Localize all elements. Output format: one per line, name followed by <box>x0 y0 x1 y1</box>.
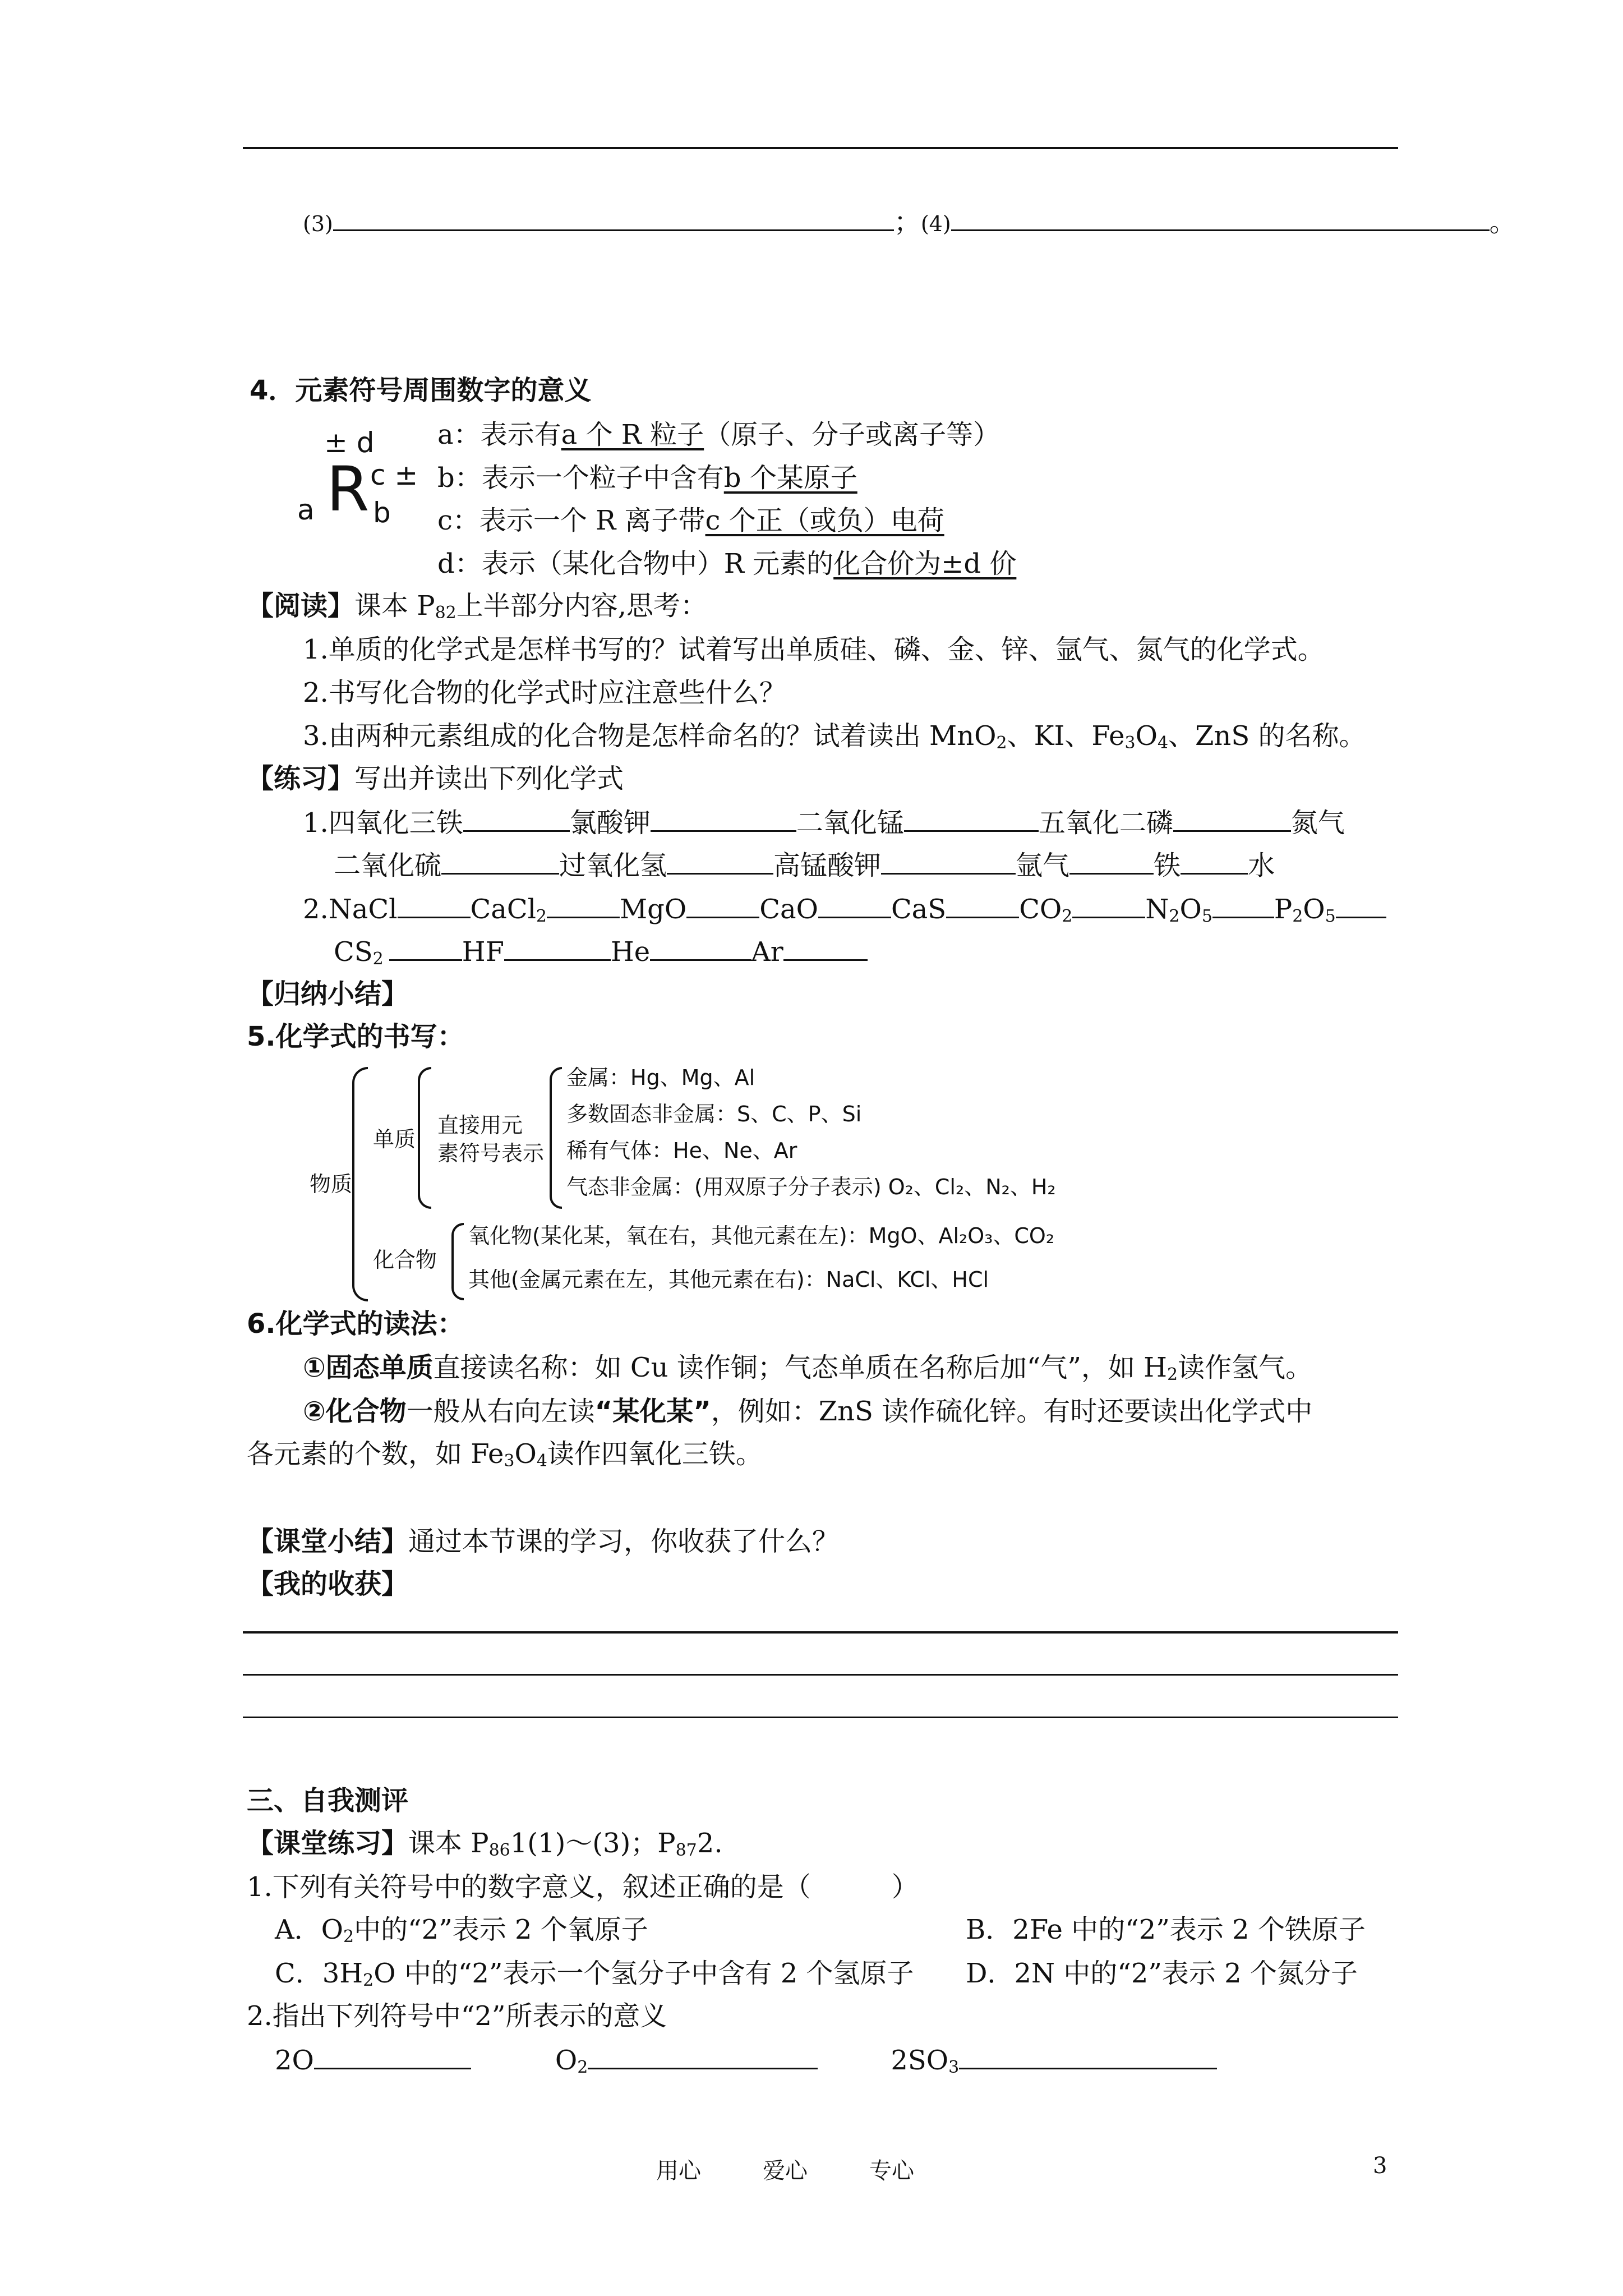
reading-line <box>247 589 707 623</box>
answer-blank[interactable] <box>1173 806 1291 832</box>
answer-blank[interactable] <box>881 848 1016 875</box>
option-a[interactable] <box>275 1913 648 1947</box>
sub: 2 <box>577 2058 588 2077</box>
formula-item: CaO <box>759 894 818 925</box>
gains-line-1[interactable] <box>243 1631 1398 1634</box>
formula-2O: 2O <box>275 2045 314 2076</box>
reading-q3-c: O <box>1135 720 1158 752</box>
footer-motto-1: 用心 <box>656 2158 701 2184</box>
option-a-text: A．O <box>275 1914 344 1945</box>
blank-label-3: (3) <box>303 211 333 236</box>
reading-rule-2-cont-text-2: O <box>514 1438 537 1470</box>
question-2: 2.指出下列符号中“2”所表示的意义 <box>247 2000 667 2032</box>
symbol-b: b <box>373 496 391 529</box>
formula-item: O <box>1179 894 1202 925</box>
meaning-c <box>437 504 944 537</box>
reading-rule-2-text: 一般从右向左读 <box>406 1396 595 1427</box>
meaning-a-prefix: a：表示有 <box>437 419 561 450</box>
meaning-b <box>437 461 857 495</box>
meaning-d-key: 化合价为±d 价 <box>833 548 1017 579</box>
answer-blank[interactable] <box>398 892 471 918</box>
practice-item: 水 <box>1248 850 1275 881</box>
footer-motto-2: 爱心 <box>763 2158 808 2184</box>
sub: 2 <box>343 1927 354 1947</box>
option-c-text-2: O 中的“2”表示一个氢分子中含有 2 个氢原子 <box>374 1958 914 1989</box>
practice-tag: 【练习】 <box>247 763 355 794</box>
reading-page-sub: 82 <box>435 603 457 623</box>
blank-label-4: (4) <box>920 211 951 236</box>
answer-blank[interactable] <box>1069 848 1154 875</box>
option-a-text-2: 中的“2”表示 2 个氧原子 <box>354 1914 648 1945</box>
gas-nonmetal-item: 气态非金属：(用双原子分子表示) O₂、Cl₂、N₂、H₂ <box>566 1175 1056 1199</box>
formula-item: CO <box>1019 894 1062 925</box>
practice-row-3 <box>303 892 1386 926</box>
practice-row-2 <box>334 848 1275 882</box>
class-summary-tag: 【课堂小结】 <box>247 1526 409 1557</box>
reading-rule-2-key-2: “某化某” <box>594 1396 711 1427</box>
practice-item: 二氧化锰 <box>796 807 904 839</box>
answer-blank[interactable] <box>783 935 868 961</box>
answer-blank[interactable] <box>588 2043 818 2069</box>
meaning-b-prefix: b：表示一个粒子中含有 <box>437 462 724 494</box>
sub: 2 <box>1169 907 1180 926</box>
reading-rule-1-text: 直接读名称：如 Cu 读作铜；气态单质在名称后加“气”，如 H <box>433 1352 1168 1383</box>
solid-nonmetal-item: 多数固态非金属：S、C、P、Si <box>566 1102 862 1126</box>
footer-motto <box>656 2153 914 2185</box>
other-compound-item: 其他(金属元素在左，其他元素在右)：NaCl、KCl、HCl <box>468 1267 989 1292</box>
class-exercise-tag: 【课堂练习】 <box>247 1828 409 1859</box>
sub: 4 <box>536 1451 547 1471</box>
meaning-c-key: c 个正（或负）电荷 <box>705 505 944 536</box>
meaning-d <box>437 547 1016 581</box>
formula-item: Ar <box>751 936 783 968</box>
formula-item: CaS <box>891 894 947 925</box>
formula-item: HF <box>462 936 504 968</box>
practice-text: 写出并读出下列化学式 <box>354 763 624 794</box>
meaning-a-suffix: （原子、分子或离子等） <box>704 419 1000 450</box>
page-number: 3 <box>1373 2153 1387 2179</box>
sub: 2 <box>996 733 1007 753</box>
reading-rule-2-text-2: ，例如：ZnS 读作硫化锌。有时还要读出化学式中 <box>711 1396 1313 1427</box>
answer-blank[interactable] <box>651 806 796 832</box>
answer-blank[interactable] <box>1072 892 1145 918</box>
reading-rule-2-cont <box>247 1437 763 1471</box>
practice-item: 五氧化二磷 <box>1038 807 1173 839</box>
practice-item: 氩气 <box>1016 850 1070 881</box>
formula-O2: O <box>555 2045 578 2076</box>
section-6-heading: 6.化学式的读法： <box>247 1308 464 1340</box>
symbol-a: a <box>297 494 315 526</box>
reading-q1: 1.单质的化学式是怎样书写的？试着写出单质硅、磷、金、锌、氩气、氮气的化学式。 <box>303 634 1325 665</box>
option-c-text: C．3H <box>275 1958 363 1989</box>
answer-blank[interactable] <box>1212 892 1274 918</box>
answer-blank[interactable] <box>946 892 1019 918</box>
sub: 2 <box>536 907 547 926</box>
answer-blank[interactable] <box>818 892 891 918</box>
section-4-heading: 4．元素符号周围数字的意义 <box>250 375 592 406</box>
formula-item: N <box>1145 894 1169 925</box>
diagram-root-label: 物质 <box>310 1172 353 1197</box>
metal-item: 金属：Hg、Mg、Al <box>566 1065 755 1090</box>
reading-rule-2-cont-text: 各元素的个数，如 Fe <box>247 1438 504 1470</box>
class-exercise-text: 课本 P <box>408 1828 489 1859</box>
class-exercise-text-3: 2. <box>697 1828 723 1859</box>
practice-item: 过氧化氢 <box>559 850 667 881</box>
reading-q3-a: 3.由两种元素组成的化合物是怎样命名的？试着读出 MnO <box>303 720 997 752</box>
meaning-d-prefix: d：表示（某化合物中）R 元素的 <box>437 548 834 579</box>
formula-item: He <box>610 936 651 968</box>
period: 。 <box>1489 206 1516 238</box>
answer-blank[interactable] <box>463 806 570 832</box>
practice-item: 1.四氧化三铁 <box>303 807 463 839</box>
summary-tag: 【归纳小结】 <box>247 978 409 1010</box>
direct-label-1: 直接用元 <box>437 1113 523 1138</box>
sub: 4 <box>1157 733 1169 753</box>
reading-tag: 【阅读】 <box>247 590 355 622</box>
formula-writing-diagram <box>303 1055 1116 1313</box>
sub: 5 <box>1201 907 1212 926</box>
answer-blank[interactable] <box>959 2043 1217 2069</box>
reading-q3-d: 、ZnS 的名称。 <box>1168 720 1366 752</box>
meaning-a-key: a 个 R 粒子 <box>561 419 704 450</box>
footer-motto-3: 专心 <box>869 2158 914 2184</box>
answer-blank-3[interactable] <box>333 205 894 231</box>
class-exercise-text-2: 1(1)～(3)；P <box>510 1828 676 1859</box>
root-brace <box>352 1067 368 1301</box>
practice-item: 铁 <box>1154 850 1181 881</box>
symbol-c: c ± <box>370 459 418 491</box>
sub: 86 <box>488 1841 510 1860</box>
sub: 2 <box>1062 907 1073 926</box>
direct-label-2: 素符号表示 <box>437 1141 545 1166</box>
sub: 2 <box>372 949 384 969</box>
sub: 2 <box>1167 1365 1178 1384</box>
option-b[interactable]: B．2Fe 中的“2”表示 2 个铁原子 <box>966 1914 1366 1945</box>
answer-blank-4[interactable] <box>951 205 1490 231</box>
sub: 2 <box>363 1971 374 1990</box>
compound-brace <box>451 1223 464 1300</box>
formula-item: CaCl <box>470 894 536 925</box>
class-exercise <box>247 1826 723 1860</box>
answer-blank[interactable] <box>441 848 559 875</box>
header-rule <box>243 147 1398 149</box>
formula-item: O <box>1303 894 1325 925</box>
sub: 3 <box>504 1451 515 1471</box>
section-3-heading: 三、自我测评 <box>247 1785 409 1816</box>
option-d[interactable]: D．2N 中的“2”表示 2 个氮分子 <box>966 1958 1358 1989</box>
gains-line-3[interactable] <box>243 1717 1398 1718</box>
practice-item: 氮气 <box>1290 807 1345 839</box>
reading-q3 <box>303 719 1366 753</box>
practice-row-4 <box>334 935 868 969</box>
meaning-b-key: b 个某原子 <box>723 462 857 494</box>
reading-rule-1-text-2: 读作氢气。 <box>1178 1352 1313 1383</box>
top-blank-line <box>303 205 1516 241</box>
class-summary-text: 通过本节课的学习，你收获了什么？ <box>408 1526 840 1557</box>
answer-blank[interactable] <box>667 848 773 875</box>
practice-item: 二氧化硫 <box>334 850 442 881</box>
option-c[interactable] <box>275 1957 914 1990</box>
reading-rule-1 <box>303 1351 1312 1384</box>
sub: 2 <box>1292 907 1303 926</box>
class-summary <box>247 1525 839 1558</box>
sub: 87 <box>675 1841 697 1860</box>
elemental-label: 单质 <box>373 1127 416 1152</box>
reading-text: 课本 P <box>354 590 435 622</box>
answer-blank[interactable] <box>314 2043 471 2069</box>
answer-blank[interactable] <box>547 892 620 918</box>
sub: 3 <box>1124 733 1136 753</box>
answer-blank[interactable] <box>504 935 611 961</box>
answer-blank[interactable] <box>686 892 759 918</box>
reading-q3-b: 、KI、Fe <box>1007 720 1125 752</box>
meaning-c-prefix: c：表示一个 R 离子带 <box>437 505 706 536</box>
elemental-brace <box>418 1067 431 1209</box>
symbol-d: ± d <box>324 426 375 459</box>
formula-2SO3: 2SO <box>891 2045 949 2076</box>
answer-blank[interactable] <box>1181 848 1248 875</box>
reading-rule-2-key: ②化合物 <box>303 1396 407 1427</box>
sub: 5 <box>1325 907 1336 926</box>
gains-tag: 【我的收获】 <box>247 1568 409 1600</box>
formula-item: MgO <box>620 894 687 925</box>
gains-line-2[interactable] <box>243 1674 1398 1676</box>
question-1: 1.下列有关符号中的数字意义，叙述正确的是（ ） <box>247 1871 919 1903</box>
formula-item: 2.NaCl <box>303 894 398 925</box>
oxide-item: 氧化物(某化某，氧在右，其他元素在左)：MgO、Al₂O₃、CO₂ <box>468 1223 1055 1248</box>
formula-item: CS <box>334 936 373 968</box>
separator: ； <box>893 206 921 238</box>
practice-row-1 <box>303 806 1345 840</box>
answer-blank[interactable] <box>389 935 462 961</box>
reading-rule-2 <box>303 1395 1312 1428</box>
reading-rule-1-key: ①固态单质 <box>303 1352 434 1383</box>
answer-blank[interactable] <box>650 935 751 961</box>
symbol-R: R <box>326 453 370 525</box>
sub: 3 <box>948 2058 960 2077</box>
noble-gas-item: 稀有气体：He、Ne、Ar <box>566 1138 797 1163</box>
direct-brace <box>550 1067 562 1209</box>
practice-line <box>247 762 624 795</box>
practice-item: 氯酸钾 <box>569 807 651 839</box>
element-symbol-notation <box>292 426 426 539</box>
reading-q2: 2.书写化合物的化学式时应注意些什么？ <box>303 677 786 708</box>
practice-item: 高锰酸钾 <box>773 850 882 881</box>
answer-blank[interactable] <box>1336 892 1386 918</box>
answer-blank[interactable] <box>904 806 1039 832</box>
compound-label: 化合物 <box>373 1248 437 1272</box>
meaning-a <box>437 418 1000 452</box>
formula-item: P <box>1274 894 1293 925</box>
reading-text-2: 上半部分内容,思考： <box>456 590 708 622</box>
reading-rule-2-cont-text-3: 读作四氧化三铁。 <box>547 1438 763 1470</box>
question-2-blanks <box>275 2043 1217 2077</box>
section-5-heading: 5.化学式的书写： <box>247 1021 464 1052</box>
